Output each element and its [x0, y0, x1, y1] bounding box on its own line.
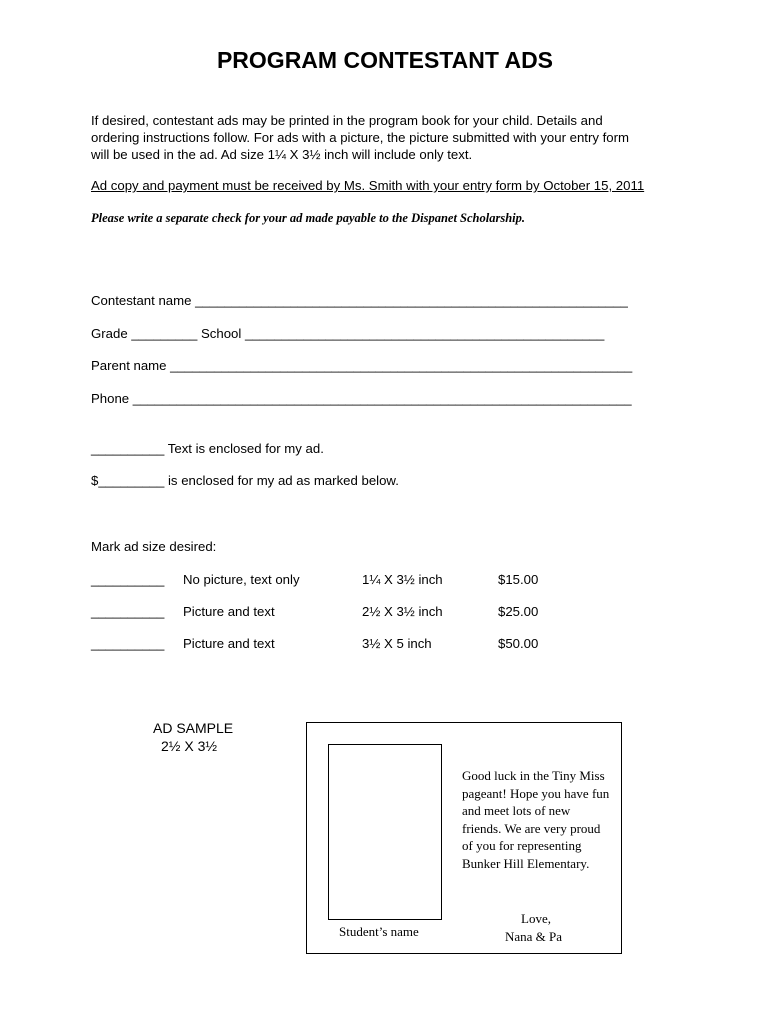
- size-description: Picture and text: [183, 636, 275, 651]
- ad-sample-signature: Nana & Pa: [505, 929, 563, 944]
- ad-sample-dimensions: 2½ X 3½: [161, 738, 218, 754]
- photo-caption: Student’s name: [339, 924, 419, 939]
- ad-sample-title: AD SAMPLE: [153, 720, 234, 736]
- size-blank[interactable]: __________: [91, 604, 165, 619]
- size-price: $15.00: [498, 572, 539, 587]
- phone-field[interactable]: Phone ____________________________________________________________________: [91, 391, 632, 406]
- size-dimensions: 3½ X 5 inch: [362, 636, 432, 651]
- intro-line: ordering instructions follow. For ads with a picture, the picture submitted with your entry form: [91, 130, 629, 145]
- size-option-row: [91, 636, 651, 654]
- size-price: $50.00: [498, 636, 539, 651]
- intro-paragraph: [91, 112, 681, 163]
- payment-enclosed-line[interactable]: $_________ is enclosed for my ad as marked below.: [91, 473, 399, 488]
- size-dimensions: 2½ X 3½ inch: [362, 604, 443, 619]
- ad-sample-message: Good luck in the Tiny Miss pageant! Hope you have fun and meet lots of new friends. We are very proud of you for representing Bunker Hill Elementary.: [462, 768, 610, 871]
- intro-line: If desired, contestant ads may be printed in the program book for your child. Details and: [91, 113, 603, 128]
- page-title: PROGRAM CONTESTANT ADS: [216, 47, 554, 73]
- parent-name-field[interactable]: Parent name _______________________________________________________________: [91, 358, 633, 373]
- size-option-row: [91, 572, 651, 590]
- ad-sample-closing: Love,: [521, 911, 551, 926]
- mark-size-label: Mark ad size desired:: [91, 539, 217, 554]
- contestant-name-field[interactable]: Contestant name ___________________________________________________________: [91, 293, 628, 308]
- intro-line: will be used in the ad. Ad size 1¼ X 3½ inch will include only text.: [91, 147, 473, 162]
- photo-placeholder: [328, 744, 442, 920]
- size-blank[interactable]: __________: [91, 572, 165, 587]
- size-price: $25.00: [498, 604, 539, 619]
- check-instructions: Please write a separate check for your ad made payable to the Dispanet Scholarship.: [91, 211, 526, 225]
- size-option-row: [91, 604, 651, 622]
- size-blank[interactable]: __________: [91, 636, 165, 651]
- grade-school-field[interactable]: Grade _________ School _________________________________________________: [91, 326, 605, 341]
- size-dimensions: 1¼ X 3½ inch: [362, 572, 443, 587]
- text-enclosed-line[interactable]: __________ Text is enclosed for my ad.: [91, 441, 324, 456]
- deadline-notice: Ad copy and payment must be received by Ms. Smith with your entry form by October 15, 2011: [91, 178, 645, 193]
- size-description: No picture, text only: [183, 572, 300, 587]
- size-description: Picture and text: [183, 604, 275, 619]
